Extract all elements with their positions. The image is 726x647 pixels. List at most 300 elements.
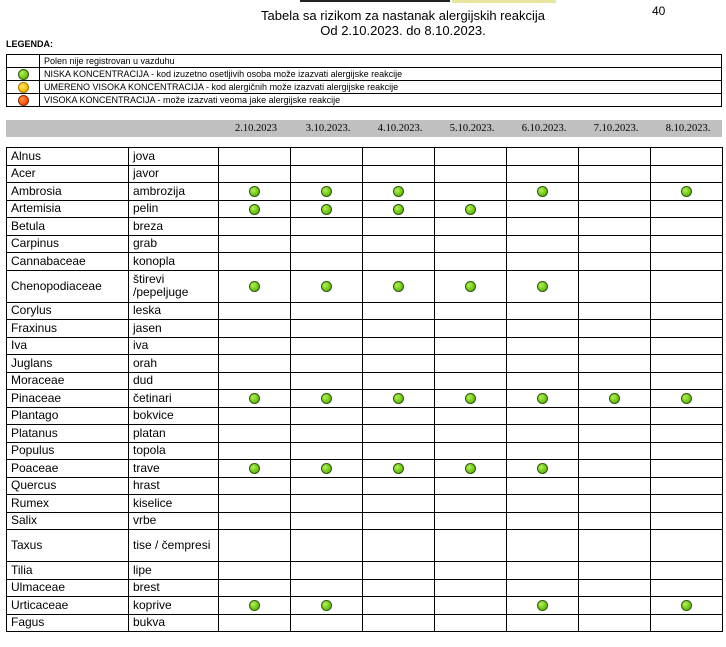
level-cell bbox=[435, 512, 507, 530]
level-cell bbox=[507, 320, 579, 338]
title-line-1: Tabela sa rizikom za nastanak alergijskih reakcija bbox=[261, 8, 545, 23]
level-cell bbox=[291, 495, 363, 513]
legend-row bbox=[7, 55, 722, 68]
level-cell bbox=[651, 235, 723, 253]
level-cell bbox=[363, 372, 435, 390]
level-cell bbox=[219, 253, 291, 271]
level-cell bbox=[651, 200, 723, 218]
level-cell bbox=[507, 253, 579, 271]
level-cell bbox=[579, 183, 651, 201]
table-row bbox=[7, 302, 723, 320]
level-cell bbox=[507, 460, 579, 478]
level-cell bbox=[507, 530, 579, 562]
level-cell bbox=[219, 183, 291, 201]
date-header: 2.10.2023 bbox=[235, 123, 277, 134]
level-cell bbox=[579, 407, 651, 425]
legend-text: Polen nije registrovan u vazduhu bbox=[40, 55, 722, 68]
level-cell bbox=[507, 390, 579, 408]
latin-name: Plantago bbox=[7, 407, 129, 425]
table-row bbox=[7, 495, 723, 513]
level-cell bbox=[579, 355, 651, 373]
level-cell bbox=[291, 148, 363, 166]
legend-row bbox=[7, 94, 722, 107]
level-cell bbox=[291, 235, 363, 253]
legend-swatch bbox=[7, 81, 40, 94]
table-row bbox=[7, 355, 723, 373]
level-cell bbox=[435, 442, 507, 460]
level-cell bbox=[435, 495, 507, 513]
level-cell bbox=[507, 165, 579, 183]
level-cell bbox=[363, 200, 435, 218]
table-row bbox=[7, 200, 723, 218]
level-cell bbox=[219, 460, 291, 478]
green-concentration-icon bbox=[321, 186, 332, 197]
latin-name: Rumex bbox=[7, 495, 129, 513]
level-cell bbox=[363, 495, 435, 513]
top-edge-highlight bbox=[452, 0, 556, 3]
level-cell bbox=[291, 355, 363, 373]
level-cell bbox=[507, 270, 579, 302]
green-concentration-icon bbox=[393, 393, 404, 404]
latin-name: Acer bbox=[7, 165, 129, 183]
level-cell bbox=[651, 579, 723, 597]
level-cell bbox=[435, 302, 507, 320]
table-row bbox=[7, 442, 723, 460]
level-cell bbox=[219, 614, 291, 632]
latin-name: Ulmaceae bbox=[7, 579, 129, 597]
level-cell bbox=[363, 460, 435, 478]
level-cell bbox=[579, 235, 651, 253]
level-cell bbox=[435, 270, 507, 302]
level-cell bbox=[291, 320, 363, 338]
page-number: 40 bbox=[652, 4, 666, 18]
top-edge-lines bbox=[0, 0, 726, 4]
table-row bbox=[7, 337, 723, 355]
page-title bbox=[0, 8, 726, 38]
level-cell bbox=[219, 477, 291, 495]
latin-name: Juglans bbox=[7, 355, 129, 373]
level-cell bbox=[435, 337, 507, 355]
level-cell bbox=[363, 442, 435, 460]
level-cell bbox=[579, 337, 651, 355]
local-name: iva bbox=[129, 337, 219, 355]
level-cell bbox=[291, 477, 363, 495]
level-cell bbox=[579, 597, 651, 615]
green-concentration-icon bbox=[249, 281, 260, 292]
latin-name: Urticaceae bbox=[7, 597, 129, 615]
local-name: grab bbox=[129, 235, 219, 253]
level-cell bbox=[363, 597, 435, 615]
green-concentration-icon bbox=[249, 204, 260, 215]
green-concentration-icon bbox=[321, 600, 332, 611]
level-cell bbox=[651, 495, 723, 513]
level-cell bbox=[507, 235, 579, 253]
level-cell bbox=[363, 425, 435, 443]
level-cell bbox=[291, 530, 363, 562]
latin-name: Iva bbox=[7, 337, 129, 355]
green-concentration-icon bbox=[321, 204, 332, 215]
level-cell bbox=[291, 425, 363, 443]
date-header-row bbox=[6, 120, 722, 137]
level-cell bbox=[363, 407, 435, 425]
latin-name: Alnus bbox=[7, 148, 129, 166]
level-cell bbox=[363, 183, 435, 201]
local-name: vrbe bbox=[129, 512, 219, 530]
level-cell bbox=[363, 148, 435, 166]
level-cell bbox=[363, 165, 435, 183]
level-cell bbox=[291, 165, 363, 183]
level-cell bbox=[507, 218, 579, 236]
level-cell bbox=[651, 148, 723, 166]
table-row bbox=[7, 477, 723, 495]
green-concentration-icon bbox=[537, 393, 548, 404]
level-cell bbox=[291, 442, 363, 460]
level-cell bbox=[435, 562, 507, 580]
local-name: jova bbox=[129, 148, 219, 166]
level-cell bbox=[651, 477, 723, 495]
level-cell bbox=[579, 477, 651, 495]
level-cell bbox=[435, 148, 507, 166]
level-cell bbox=[291, 390, 363, 408]
date-header: 6.10.2023. bbox=[521, 123, 567, 134]
level-cell bbox=[291, 253, 363, 271]
green-concentration-icon bbox=[465, 393, 476, 404]
table-row bbox=[7, 614, 723, 632]
level-cell bbox=[219, 425, 291, 443]
level-cell bbox=[291, 579, 363, 597]
top-edge-line bbox=[300, 0, 450, 2]
level-cell bbox=[651, 390, 723, 408]
level-cell bbox=[651, 337, 723, 355]
level-cell bbox=[219, 579, 291, 597]
level-cell bbox=[291, 597, 363, 615]
level-cell bbox=[651, 302, 723, 320]
latin-name: Fraxinus bbox=[7, 320, 129, 338]
green-concentration-icon bbox=[393, 186, 404, 197]
level-cell bbox=[219, 407, 291, 425]
table-row bbox=[7, 562, 723, 580]
level-cell bbox=[435, 425, 507, 443]
level-cell bbox=[363, 614, 435, 632]
level-cell bbox=[507, 477, 579, 495]
green-concentration-icon bbox=[537, 600, 548, 611]
local-name: ambrozija bbox=[129, 183, 219, 201]
legend-text: VISOKA KONCENTRACIJA - može izazvati veoma jake alergijske reakcije bbox=[40, 94, 722, 107]
level-cell bbox=[579, 562, 651, 580]
level-cell bbox=[435, 597, 507, 615]
green-concentration-icon bbox=[249, 186, 260, 197]
level-cell bbox=[363, 579, 435, 597]
level-cell bbox=[507, 183, 579, 201]
level-cell bbox=[507, 562, 579, 580]
level-cell bbox=[219, 355, 291, 373]
date-header: 3.10.2023. bbox=[305, 123, 351, 134]
table-row bbox=[7, 390, 723, 408]
local-name: orah bbox=[129, 355, 219, 373]
level-cell bbox=[435, 460, 507, 478]
level-cell bbox=[363, 218, 435, 236]
level-cell bbox=[579, 218, 651, 236]
local-name: hrast bbox=[129, 477, 219, 495]
green-concentration-icon bbox=[537, 463, 548, 474]
level-cell bbox=[363, 530, 435, 562]
local-name: četinari bbox=[129, 390, 219, 408]
latin-name: Chenopodiaceae bbox=[7, 270, 129, 302]
green-concentration-icon bbox=[609, 393, 620, 404]
green-concentration-icon bbox=[249, 393, 260, 404]
table-row bbox=[7, 270, 723, 302]
latin-name: Platanus bbox=[7, 425, 129, 443]
level-cell bbox=[507, 579, 579, 597]
legend-table bbox=[6, 54, 722, 107]
legend-text: UMERENO VISOKA KONCENTRACIJA - kod alergičnih može izazvati alergijske reakcije bbox=[40, 81, 722, 94]
level-cell bbox=[435, 530, 507, 562]
level-cell bbox=[435, 165, 507, 183]
level-cell bbox=[435, 390, 507, 408]
local-name: dud bbox=[129, 372, 219, 390]
level-cell bbox=[507, 407, 579, 425]
level-cell bbox=[219, 390, 291, 408]
green-concentration-icon bbox=[681, 393, 692, 404]
level-cell bbox=[651, 320, 723, 338]
green-concentration-icon bbox=[321, 393, 332, 404]
level-cell bbox=[507, 597, 579, 615]
green-concentration-icon bbox=[249, 600, 260, 611]
level-cell bbox=[219, 148, 291, 166]
level-cell bbox=[291, 512, 363, 530]
level-cell bbox=[219, 320, 291, 338]
level-cell bbox=[435, 579, 507, 597]
level-cell bbox=[651, 425, 723, 443]
green-concentration-icon bbox=[393, 281, 404, 292]
level-cell bbox=[435, 320, 507, 338]
level-cell bbox=[291, 372, 363, 390]
level-cell bbox=[291, 302, 363, 320]
level-cell bbox=[579, 200, 651, 218]
level-cell bbox=[579, 530, 651, 562]
green-concentration-icon bbox=[321, 281, 332, 292]
level-cell bbox=[579, 460, 651, 478]
level-cell bbox=[507, 495, 579, 513]
level-cell bbox=[507, 148, 579, 166]
latin-name: Betula bbox=[7, 218, 129, 236]
local-name: tise / čempresi bbox=[129, 530, 219, 562]
level-cell bbox=[507, 614, 579, 632]
level-cell bbox=[579, 148, 651, 166]
green-concentration-icon bbox=[18, 69, 29, 80]
level-cell bbox=[507, 200, 579, 218]
green-concentration-icon bbox=[537, 186, 548, 197]
local-name: bokvice bbox=[129, 407, 219, 425]
local-name: koprive bbox=[129, 597, 219, 615]
table-row bbox=[7, 460, 723, 478]
local-name: topola bbox=[129, 442, 219, 460]
level-cell bbox=[579, 302, 651, 320]
level-cell bbox=[219, 235, 291, 253]
local-name: lipe bbox=[129, 562, 219, 580]
level-cell bbox=[435, 218, 507, 236]
legend-label: LEGENDA: bbox=[6, 39, 53, 49]
table-row bbox=[7, 183, 723, 201]
date-header: 5.10.2023. bbox=[449, 123, 495, 134]
level-cell bbox=[435, 407, 507, 425]
level-cell bbox=[363, 477, 435, 495]
level-cell bbox=[219, 200, 291, 218]
table-row bbox=[7, 320, 723, 338]
level-cell bbox=[291, 270, 363, 302]
level-cell bbox=[435, 614, 507, 632]
level-cell bbox=[435, 253, 507, 271]
local-name: pelin bbox=[129, 200, 219, 218]
level-cell bbox=[219, 530, 291, 562]
legend-swatch bbox=[7, 94, 40, 107]
pollen-table bbox=[6, 147, 723, 632]
level-cell bbox=[291, 218, 363, 236]
level-cell bbox=[579, 495, 651, 513]
latin-name: Carpinus bbox=[7, 235, 129, 253]
level-cell bbox=[651, 372, 723, 390]
level-cell bbox=[507, 337, 579, 355]
latin-name: Ambrosia bbox=[7, 183, 129, 201]
local-name: brest bbox=[129, 579, 219, 597]
level-cell bbox=[507, 425, 579, 443]
level-cell bbox=[219, 495, 291, 513]
level-cell bbox=[579, 253, 651, 271]
level-cell bbox=[219, 442, 291, 460]
level-cell bbox=[579, 270, 651, 302]
level-cell bbox=[651, 218, 723, 236]
level-cell bbox=[363, 235, 435, 253]
level-cell bbox=[507, 442, 579, 460]
level-cell bbox=[579, 425, 651, 443]
level-cell bbox=[435, 355, 507, 373]
level-cell bbox=[651, 530, 723, 562]
date-header: 7.10.2023. bbox=[593, 123, 639, 134]
latin-name: Moraceae bbox=[7, 372, 129, 390]
level-cell bbox=[291, 200, 363, 218]
level-cell bbox=[363, 355, 435, 373]
green-concentration-icon bbox=[465, 281, 476, 292]
table-row bbox=[7, 579, 723, 597]
title-line-2: Od 2.10.2023. do 8.10.2023. bbox=[320, 23, 486, 38]
local-name: kiselice bbox=[129, 495, 219, 513]
green-concentration-icon bbox=[681, 186, 692, 197]
level-cell bbox=[579, 372, 651, 390]
latin-name: Fagus bbox=[7, 614, 129, 632]
green-concentration-icon bbox=[681, 600, 692, 611]
level-cell bbox=[291, 183, 363, 201]
level-cell bbox=[219, 597, 291, 615]
level-cell bbox=[507, 355, 579, 373]
level-cell bbox=[651, 614, 723, 632]
local-name: konopla bbox=[129, 253, 219, 271]
level-cell bbox=[219, 372, 291, 390]
local-name: jasen bbox=[129, 320, 219, 338]
table-row bbox=[7, 235, 723, 253]
level-cell bbox=[219, 512, 291, 530]
date-header: 8.10.2023. bbox=[665, 123, 711, 134]
table-row bbox=[7, 512, 723, 530]
level-cell bbox=[363, 253, 435, 271]
latin-name: Pinaceae bbox=[7, 390, 129, 408]
level-cell bbox=[291, 460, 363, 478]
green-concentration-icon bbox=[537, 281, 548, 292]
local-name: štirevi /pepeljuge bbox=[129, 270, 219, 302]
table-row bbox=[7, 253, 723, 271]
legend-swatch bbox=[7, 55, 40, 68]
latin-name: Salix bbox=[7, 512, 129, 530]
level-cell bbox=[363, 270, 435, 302]
level-cell bbox=[651, 460, 723, 478]
latin-name: Cannabaceae bbox=[7, 253, 129, 271]
level-cell bbox=[507, 302, 579, 320]
table-row bbox=[7, 148, 723, 166]
level-cell bbox=[579, 320, 651, 338]
green-concentration-icon bbox=[393, 204, 404, 215]
level-cell bbox=[435, 183, 507, 201]
level-cell bbox=[363, 320, 435, 338]
level-cell bbox=[651, 562, 723, 580]
level-cell bbox=[363, 390, 435, 408]
level-cell bbox=[579, 614, 651, 632]
level-cell bbox=[219, 562, 291, 580]
level-cell bbox=[291, 562, 363, 580]
green-concentration-icon bbox=[249, 463, 260, 474]
level-cell bbox=[507, 512, 579, 530]
table-row bbox=[7, 425, 723, 443]
table-row bbox=[7, 597, 723, 615]
date-header: 4.10.2023. bbox=[377, 123, 423, 134]
level-cell bbox=[291, 614, 363, 632]
green-concentration-icon bbox=[393, 463, 404, 474]
green-concentration-icon bbox=[465, 463, 476, 474]
level-cell bbox=[291, 337, 363, 355]
green-concentration-icon bbox=[321, 463, 332, 474]
level-cell bbox=[435, 477, 507, 495]
latin-name: Tilia bbox=[7, 562, 129, 580]
level-cell bbox=[507, 372, 579, 390]
level-cell bbox=[363, 302, 435, 320]
level-cell bbox=[579, 165, 651, 183]
local-name: javor bbox=[129, 165, 219, 183]
level-cell bbox=[219, 270, 291, 302]
level-cell bbox=[579, 579, 651, 597]
level-cell bbox=[363, 512, 435, 530]
level-cell bbox=[219, 337, 291, 355]
level-cell bbox=[435, 372, 507, 390]
table-row bbox=[7, 165, 723, 183]
green-concentration-icon bbox=[465, 204, 476, 215]
level-cell bbox=[435, 235, 507, 253]
local-name: leska bbox=[129, 302, 219, 320]
legend-swatch bbox=[7, 68, 40, 81]
table-row bbox=[7, 218, 723, 236]
level-cell bbox=[651, 407, 723, 425]
level-cell bbox=[579, 390, 651, 408]
level-cell bbox=[579, 512, 651, 530]
level-cell bbox=[651, 183, 723, 201]
level-cell bbox=[291, 407, 363, 425]
table-row bbox=[7, 407, 723, 425]
legend-text: NISKA KONCENTRACIJA - kod izuzetno osetljivih osoba može izazvati alergijske reakcije bbox=[40, 68, 722, 81]
level-cell bbox=[651, 442, 723, 460]
local-name: platan bbox=[129, 425, 219, 443]
level-cell bbox=[651, 512, 723, 530]
level-cell bbox=[219, 218, 291, 236]
level-cell bbox=[363, 562, 435, 580]
local-name: bukva bbox=[129, 614, 219, 632]
level-cell bbox=[651, 597, 723, 615]
